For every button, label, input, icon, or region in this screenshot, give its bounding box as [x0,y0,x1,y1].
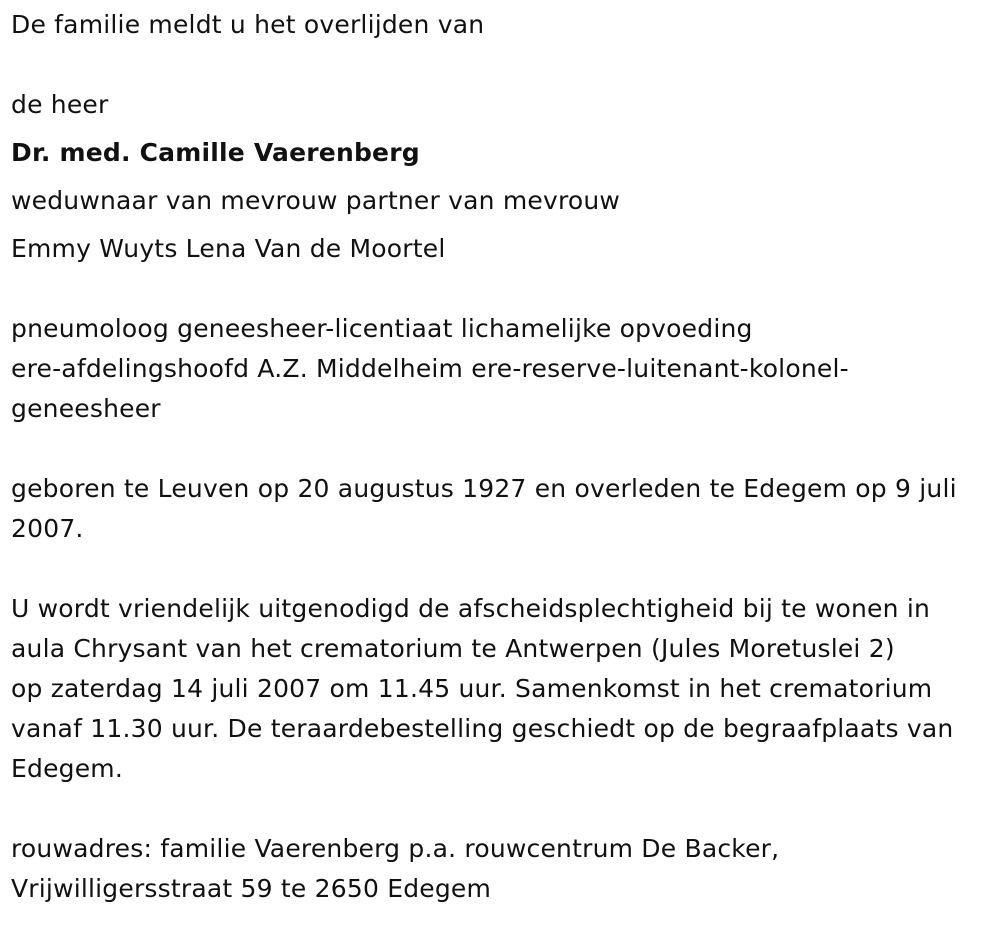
spacer [11,789,996,829]
obituary-document [11,0,996,909]
address-line: Vrijwilligersstraat 59 te 2650 Edegem [11,874,492,903]
profession-line: ere-afdelingshoofd A.Z. Middelheim ere-reserve-luitenant-kolonel- [11,354,849,383]
relations-line: weduwnaar van mevrouw partner van mevrouw [11,186,621,215]
profession-line: geneesheer [11,394,161,423]
intro-line: De familie meldt u het overlijden van [11,10,485,39]
ceremony-line: op zaterdag 14 juli 2007 om 11.45 uur. Samenkomst in het crematorium [11,674,933,703]
spacer [11,45,996,85]
profession-line: pneumoloog geneesheer-licentiaat lichamelijke opvoeding [11,314,753,343]
birth-death-line: 2007. [11,514,84,543]
ceremony-line: U wordt vriendelijk uitgenodigd de afscheidsplechtigheid bij te wonen in [11,594,931,623]
address-line: rouwadres: familie Vaerenberg p.a. rouwcentrum De Backer, [11,834,780,863]
spacer [11,429,996,469]
ceremony-line: aula Chrysant van het crematorium te Antwerpen (Jules Moretuslei 2) [11,634,895,663]
ceremony-line: vanaf 11.30 uur. De teraardebestelling geschiedt op de begraafplaats van [11,714,954,743]
spacer [11,549,996,589]
deceased-name: Dr. med. Camille Vaerenberg [11,138,420,167]
birth-death-line: geboren te Leuven op 20 augustus 1927 en overleden te Edegem op 9 juli [11,474,957,503]
partners-line: Emmy Wuyts Lena Van de Moortel [11,234,446,263]
spacer [11,269,996,309]
salutation: de heer [11,90,109,119]
ceremony-line: Edegem. [11,754,123,783]
